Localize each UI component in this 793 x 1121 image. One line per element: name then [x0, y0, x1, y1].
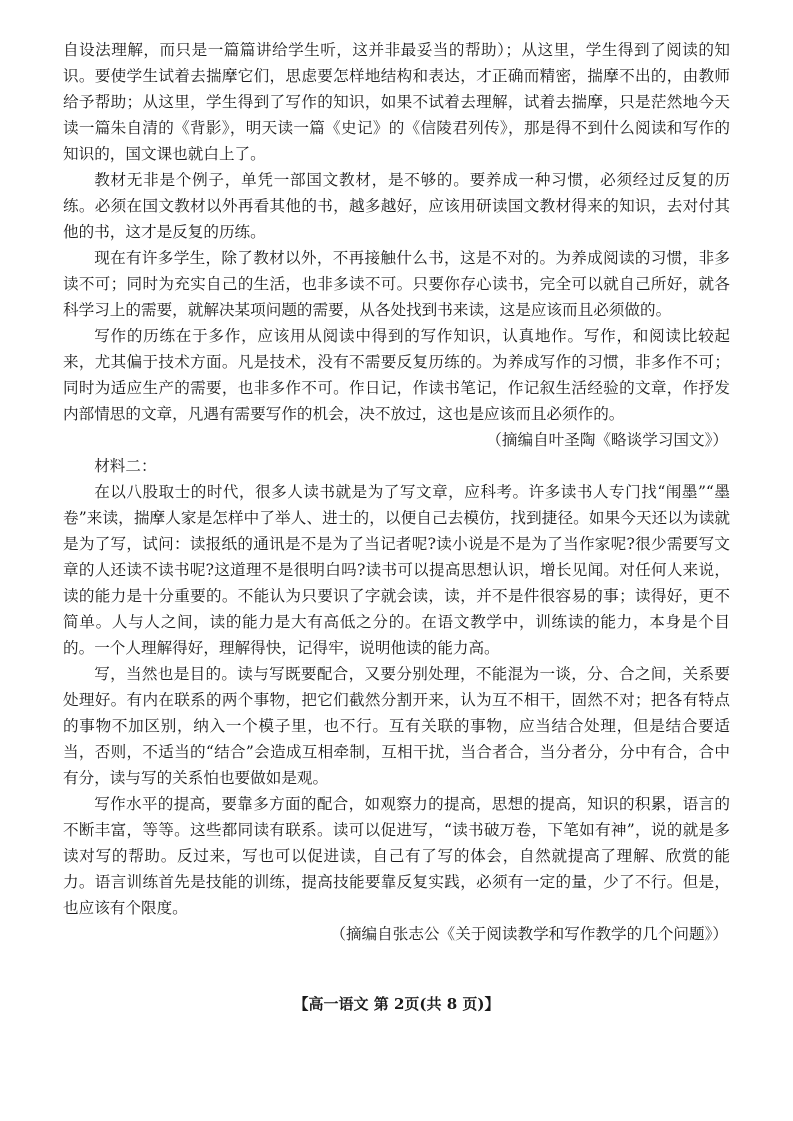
material2-source: （摘编自张志公《关于阅读教学和写作教学的几个问题》）: [330, 925, 728, 943]
page-footer: 【高一语文 第 2页(共 8 页)】: [293, 995, 500, 1013]
material1-source: （摘编自叶圣陶《略谈学习国文》）: [486, 431, 728, 449]
material2-paragraph-3: 写作水平的提高，要靠多方面的配合，如观察力的提高，思想的提高，知识的积累，语言的不断丰富，等等。这些都同读有联系。读可以促进写，“读书破万卷，下笔如有神”，说的就是多读对写的帮助。反过来，写也可以促进读，自己有了写的体会，自然就提高了理解、欣赏的能力。语言训练首先是技能的训练，提高技能要靠反复实践，必须有一定的量，少了不行。但是，也应该有个限度。: [63, 795, 730, 917]
material2-paragraph-2: 写，当然也是目的。读与写既要配合，又要分别处理，不能混为一谈，分、合之间，关系要处理好。有内在联系的两个事物，把它们截然分割开来，认为互不相干，固然不对；把各有特点的事物不加区别，纳入一个模子里，也不行。互有关联的事物，应当结合处理，但是结合要适当，否则，不适当的“结合”会造成互相牵制，互相干扰，当合者合，当分者分，分中有合，合中有分，读与写的关系怕也要做如是观。: [63, 665, 730, 787]
reading-passage: [63, 37, 730, 947]
material2-paragraph-1: 在以八股取士的时代，很多人读书就是为了写文章，应科考。许多读书人专门找“闱墨”“墨卷”来读，揣摩人家是怎样中了举人、进士的，以便自己去模仿，找到捷径。如果今天还以为读就是为了写，试问：读报纸的通讯是不是为了当记者呢?读小说是不是为了当作家呢?很少需要写文章的人还读不读书呢?这道理不是很明白吗?读书可以提高思想认识，增长见闻。对任何人来说，读的能力是十分重要的。不能认为只要识了字就会读，读，并不是件很容易的事；读得好，更不简单。人与人之间，读的能力是大有高低之分的。在语文教学中，训练读的能力，本身是个目的。一个人理解得好，理解得快，记得牢，说明他读的能力高。: [63, 483, 730, 657]
material1-paragraph-1: 自设法理解，而只是一篇篇讲给学生听，这并非最妥当的帮助）；从这里，学生得到了阅读的知识。要使学生试着去揣摩它们，思虑要怎样地结构和表达，才正确而精密，揣摩不出的，由教师给予帮助；从这里，学生得到了写作的知识，如果不试着去理解，试着去揣摩，只是茫然地今天读一篇朱自清的《背影》，明天读一篇《史记》的《信陵君列传》，那是得不到什么阅读和写作的知识的，国文课也就白上了。: [63, 41, 730, 163]
material1-paragraph-2: 教材无非是个例子，单凭一部国文教材，是不够的。要养成一种习惯，必须经过反复的历练。必须在国文教材以外再看其他的书，越多越好，应该用研读国文教材得来的知识，去对付其他的书，这才是反复的历练。: [63, 171, 730, 241]
material1-paragraph-4: 写作的历练在于多作，应该用从阅读中得到的写作知识，认真地作。写作，和阅读比较起来，尤其偏于技术方面。凡是技术，没有不需要反复历练的。为养成写作的习惯，非多作不可；同时为适应生产的需要，也非多作不可。作日记，作读书笔记，作记叙生活经验的文章，作抒发内部情思的文章，凡遇有需要写作的机会，决不放过，这也是应该而且必须作的。: [63, 327, 730, 423]
material2-heading: 材料二：: [94, 457, 157, 475]
material1-paragraph-3: 现在有许多学生，除了教材以外，不再接触什么书，这是不对的。为养成阅读的习惯，非多读不可；同时为充实自己的生活，也非多读不可。只要你存心读书，完全可以就自己所好，就各科学习上的需要，就解决某项问题的需要，从各处找到书来读，这是应该而且必须做的。: [63, 249, 730, 319]
